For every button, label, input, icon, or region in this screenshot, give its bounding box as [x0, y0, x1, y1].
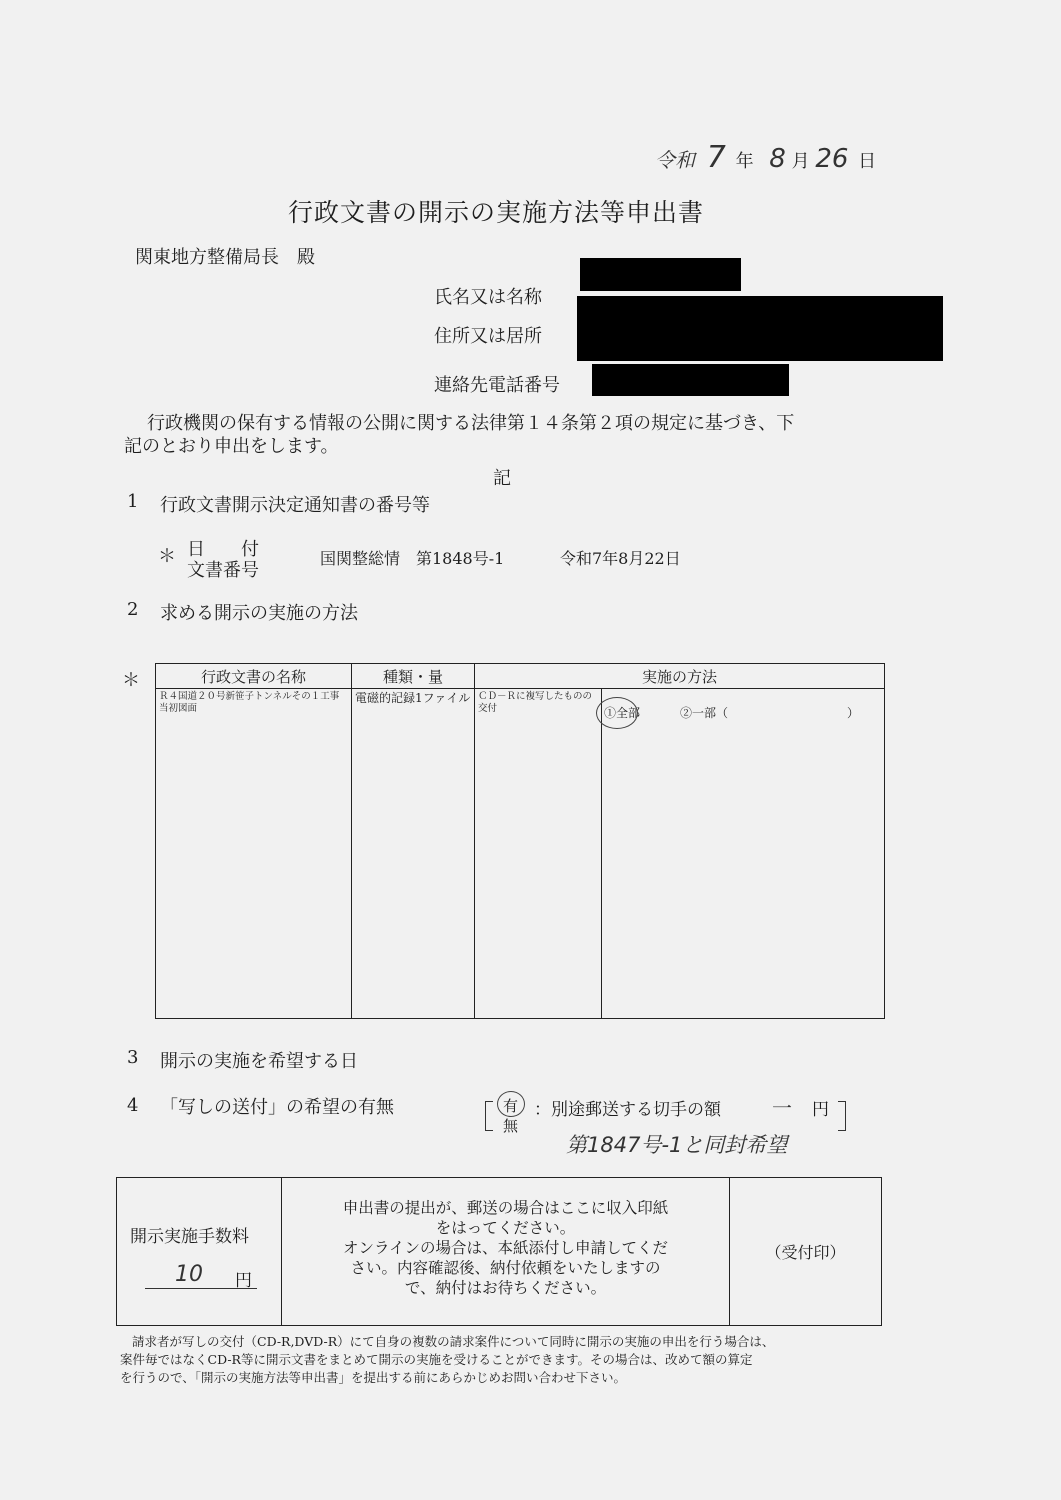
scope-all-circle-mark — [596, 697, 641, 729]
section1-heading: 行政文書開示決定通知書の番号等 — [160, 495, 430, 516]
docnum-label: 文書番号 — [187, 560, 259, 581]
scope-part-close: ） — [847, 706, 860, 720]
no-option: 無 — [503, 1117, 519, 1135]
section4-heading: 「写しの送付」の希望の有無 — [160, 1097, 394, 1118]
date-year-unit: 年 — [735, 151, 754, 172]
header-doc-name: 行政文書の名称 — [156, 664, 352, 689]
fee-cell — [117, 1178, 282, 1325]
stamp-text: ：別途郵送する切手の額 — [534, 1100, 721, 1120]
doc-date: 令和7年8月22日 — [560, 549, 681, 568]
ki-mark: 記 — [493, 468, 511, 489]
stamp-amount: 一 — [772, 1096, 792, 1120]
doc-number: 国関整総情 第1848号-1 — [320, 549, 505, 568]
method-table — [155, 663, 885, 1019]
date-day: 26 — [815, 144, 849, 174]
phone-label: 連絡先電話番号 — [434, 375, 560, 396]
footnote-line-2: 案件毎ではなくCD-R等に開示文書をまとめて開示の実施を受けることができます。その場合は、改めて額の算定 — [120, 1352, 753, 1367]
instruction-line-1: 申出書の提出が、郵送の場合はここに収入印紙 — [342, 1199, 669, 1217]
section3-heading: 開示の実施を希望する日 — [160, 1051, 358, 1072]
page-title: 行政文書の開示の実施方法等申出書 — [288, 198, 705, 227]
date-era: 令和 — [655, 148, 695, 172]
date-year: 7 — [706, 140, 726, 175]
section2-heading: 求める開示の実施の方法 — [160, 603, 358, 624]
scope-part: ②一部（ — [680, 706, 729, 720]
section1-asterisk: ＊ — [158, 546, 176, 567]
stamp-instructions — [282, 1178, 730, 1325]
fee-amount: 10 — [175, 1262, 203, 1287]
receipt-stamp-label: （受付印） — [765, 1243, 846, 1262]
date-label: 日 付 — [187, 539, 259, 560]
method-table-row — [156, 689, 885, 1019]
yes-circle-mark — [497, 1091, 525, 1117]
left-bracket — [485, 1101, 493, 1131]
section2-asterisk: ＊ — [122, 670, 140, 691]
cell-doc-name: Ｒ４国道２０号新笹子トンネルその１工事 当初図面 — [159, 691, 349, 714]
section1-number: 1 — [127, 491, 139, 512]
scope-all: ①全部 — [604, 706, 641, 720]
address-redaction — [577, 296, 943, 361]
header-type-amount: 種類・量 — [352, 664, 475, 689]
instruction-line-5: で、納付はお待ちください。 — [404, 1279, 607, 1297]
addressee: 関東地方整備局長 殿 — [135, 247, 315, 268]
fee-underline — [145, 1288, 257, 1289]
fee-box — [116, 1177, 882, 1326]
fee-yen: 円 — [235, 1271, 252, 1291]
date-day-unit: 日 — [858, 151, 877, 172]
fee-label: 開示実施手数料 — [130, 1227, 249, 1247]
intro-line-1: 行政機関の保有する情報の公開に関する法律第１４条第２項の規定に基づき、下 — [147, 413, 795, 434]
handwritten-note: 第1847号-1と同封希望 — [566, 1133, 788, 1157]
footnote-line-1: 請求者が写しの交付（CD-R,DVD-R）にて自身の複数の請求案件について同時に開示の実施の申出を行う場合は、 — [132, 1334, 775, 1349]
footnote — [120, 1333, 774, 1387]
right-bracket — [838, 1101, 846, 1131]
name-label: 氏名又は名称 — [434, 287, 542, 308]
address-label: 住所又は居所 — [434, 326, 542, 347]
header-method: 実施の方法 — [475, 664, 885, 689]
date-month-unit: 月 — [791, 151, 810, 172]
cell-type-amount: 電磁的記録1ファイル — [355, 691, 471, 705]
name-redaction — [580, 258, 741, 291]
section3-number: 3 — [127, 1047, 139, 1068]
yes-option: 有 — [503, 1097, 519, 1115]
instruction-line-3: オンラインの場合は、本紙添付し申請してくだ — [342, 1239, 669, 1257]
instruction-line-2: をはってください。 — [435, 1219, 576, 1237]
date-line — [655, 140, 876, 175]
cell-method: ＣＤ－Ｒに複写したものの交付 — [478, 691, 593, 714]
intro-line-2: 記のとおり申出をします。 — [124, 436, 339, 457]
section4-number: 4 — [127, 1095, 139, 1116]
instruction-line-4: さい。内容確認後、納付依頼をいたしますの — [350, 1259, 661, 1277]
stamp-yen: 円 — [812, 1100, 829, 1120]
phone-redaction — [592, 364, 789, 396]
section2-number: 2 — [127, 599, 139, 620]
receipt-stamp-cell — [730, 1178, 881, 1325]
date-month: 8 — [769, 144, 786, 174]
method-table-header — [156, 664, 885, 689]
footnote-line-3: を行うので、「開示の実施方法等申出書」を提出する前にあらかじめお問い合わせ下さい。 — [120, 1370, 627, 1385]
